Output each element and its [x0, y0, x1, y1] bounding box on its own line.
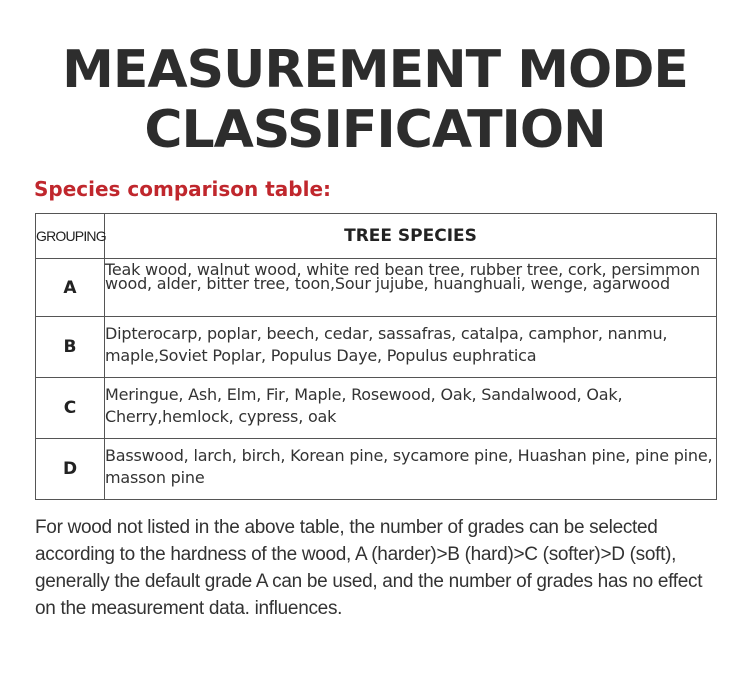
species-comparison-table	[35, 213, 717, 500]
species-cell-a: Teak wood, walnut wood, white red bean tree, rubber tree, cork, persimmon wood, alder, bitter tree, toon,Sour jujube, huanghuali, wenge, agarwood	[105, 259, 717, 317]
table-row	[36, 259, 717, 317]
page-title-line-2: CLASSIFICATION	[144, 100, 606, 160]
group-cell-b: B	[36, 317, 105, 378]
grading-note-paragraph: For wood not listed in the above table, the number of grades can be selected according to the hardness of the wood, A (harder)>B (hard)>C (softer)>D (soft), generally the default grade A can be used, and the number of grades has no effect on the measurement data. influences.	[35, 517, 703, 619]
table-row	[36, 317, 717, 378]
table-row	[36, 378, 717, 439]
section-subtitle: Species comparison table:	[34, 177, 332, 201]
table-row	[36, 439, 717, 500]
page-title	[0, 40, 750, 160]
grouping-header: GROUPING	[36, 214, 105, 259]
species-cell-b: Dipterocarp, poplar, beech, cedar, sassafras, catalpa, camphor, nanmu, maple,Soviet Poplar, Populus Daye, Populus euphratica	[105, 317, 717, 378]
group-cell-a: A	[36, 259, 105, 317]
page-title-line-1: MEASUREMENT MODE	[62, 40, 688, 100]
tree-species-header: TREE SPECIES	[105, 214, 717, 259]
table-header-row	[36, 214, 717, 259]
species-cell-d: Basswood, larch, birch, Korean pine, sycamore pine, Huashan pine, pine pine, masson pine	[105, 439, 717, 500]
group-cell-c: C	[36, 378, 105, 439]
group-cell-d: D	[36, 439, 105, 500]
species-cell-c: Meringue, Ash, Elm, Fir, Maple, Rosewood, Oak, Sandalwood, Oak, Cherry,hemlock, cypress, oak	[105, 378, 717, 439]
